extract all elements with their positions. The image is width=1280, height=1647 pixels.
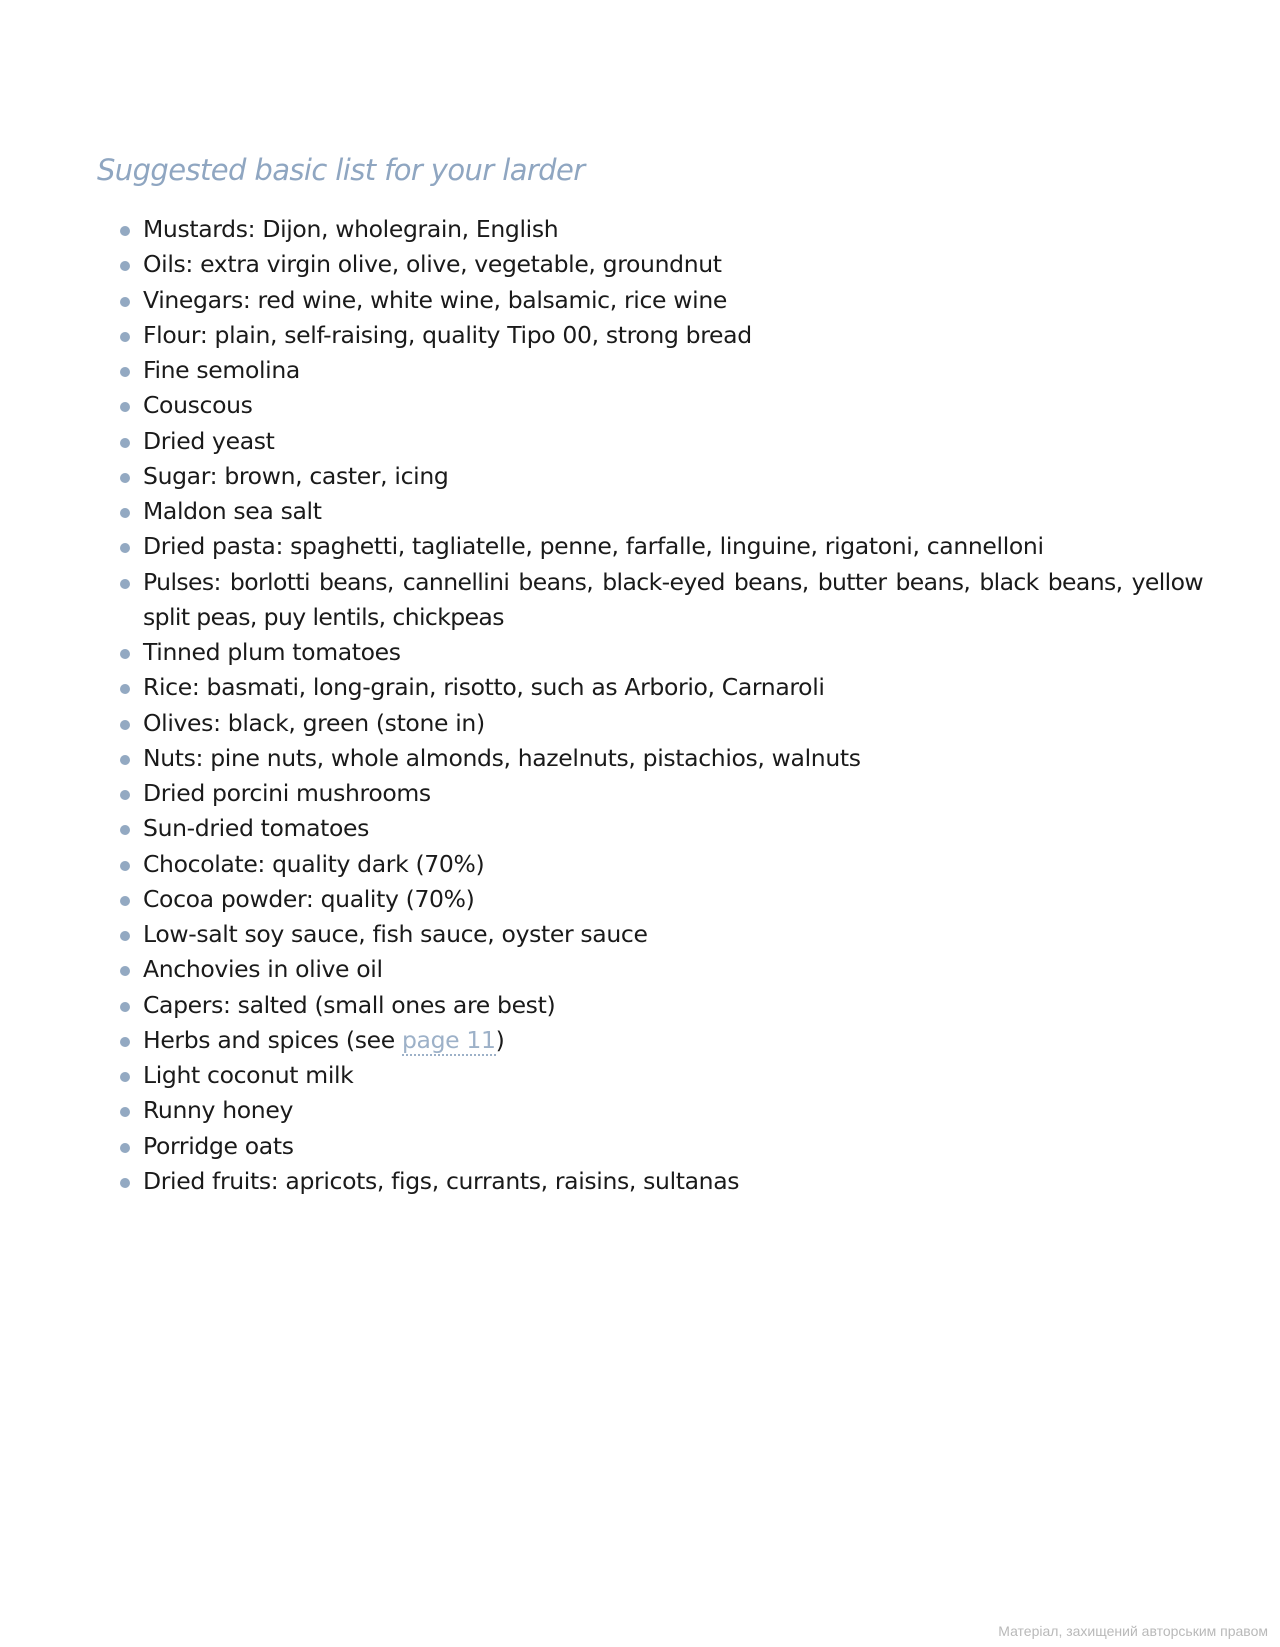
list-item <box>118 882 1203 917</box>
bullet-icon <box>120 931 130 941</box>
list-item <box>118 353 1203 388</box>
list-item <box>118 1093 1203 1128</box>
bullet-icon <box>120 297 130 307</box>
list-item-text: Oils: extra virgin olive, olive, vegetable, groundnut <box>143 250 722 279</box>
list-item-text: Dried yeast <box>143 426 275 455</box>
list-item-text: Dried pasta: spaghetti, tagliatelle, penne, farfalle, linguine, rigatoni, cannelloni <box>143 532 1044 561</box>
bullet-icon <box>120 861 130 871</box>
bullet-icon <box>120 649 130 659</box>
list-item <box>118 952 1203 987</box>
list-item <box>118 459 1203 494</box>
bullet-icon <box>120 896 130 906</box>
list-item <box>118 670 1203 705</box>
list-item-text: Sugar: brown, caster, icing <box>143 461 449 490</box>
larder-list <box>118 212 1203 1199</box>
bullet-icon <box>120 684 130 694</box>
bullet-icon <box>120 438 130 448</box>
list-item <box>118 635 1203 670</box>
list-item <box>118 424 1203 459</box>
list-item <box>118 318 1203 353</box>
list-item-text: Low-salt soy sauce, fish sauce, oyster sauce <box>143 920 648 948</box>
list-item <box>118 917 1203 952</box>
list-item-text: Runny honey <box>143 1096 294 1125</box>
list-item <box>118 494 1203 529</box>
list-item <box>118 776 1203 811</box>
list-item-text: Vinegars: red wine, white wine, balsamic, rice wine <box>143 285 727 314</box>
list-item-text: Dried fruits: apricots, figs, currants, raisins, sultanas <box>143 1166 740 1195</box>
bullet-icon <box>120 579 130 589</box>
bullet-icon <box>120 543 130 553</box>
list-item-text: Cocoa powder: quality (70%) <box>143 884 475 913</box>
list-item <box>118 565 1203 636</box>
list-item-text: Capers: salted (small ones are best) <box>143 990 556 1019</box>
bullet-icon <box>120 1178 130 1188</box>
bullet-icon <box>120 226 130 236</box>
bullet-icon <box>120 720 130 730</box>
list-item-text: Fine semolina <box>143 356 300 384</box>
list-item-text: Couscous <box>143 391 253 420</box>
list-item-text: Anchovies in olive oil <box>143 955 383 984</box>
list-item-text: Chocolate: quality dark (70%) <box>143 849 485 878</box>
page-heading: Suggested basic list for your larder <box>97 153 585 187</box>
list-item <box>118 1058 1203 1093</box>
list-item-text: Mustards: Dijon, wholegrain, English <box>143 215 559 243</box>
list-item-text: Tinned plum tomatoes <box>143 638 401 666</box>
bullet-icon <box>120 402 130 412</box>
bullet-icon <box>120 332 130 342</box>
list-item <box>118 1129 1203 1164</box>
list-item <box>118 283 1203 318</box>
bullet-icon <box>120 473 130 483</box>
list-item <box>118 988 1203 1023</box>
copyright-watermark: Матеріал, захищений авторським правом <box>998 1623 1268 1639</box>
bullet-icon <box>120 1002 130 1012</box>
list-item-text: Maldon sea salt <box>143 497 322 525</box>
bullet-icon <box>120 1107 130 1117</box>
bullet-icon <box>120 1037 130 1047</box>
list-item-text-after-link: ) <box>495 1025 505 1054</box>
bullet-icon <box>120 1143 130 1153</box>
list-item <box>118 1023 1203 1058</box>
page-link[interactable]: page 11 <box>401 1025 496 1054</box>
bullet-icon <box>120 790 130 800</box>
bullet-icon <box>120 966 130 976</box>
bullet-icon <box>120 508 130 518</box>
list-item <box>118 741 1203 776</box>
bullet-icon <box>120 1072 130 1082</box>
list-item <box>118 1164 1203 1199</box>
list-item-text: Pulses: borlotti beans, cannellini beans, black-eyed beans, butter beans, black beans, yellow split peas, puy lentils, chickpeas <box>143 567 1203 631</box>
bullet-icon <box>120 825 130 835</box>
bullet-icon <box>120 261 130 271</box>
list-item <box>118 811 1203 846</box>
list-item <box>118 529 1203 564</box>
list-item <box>118 847 1203 882</box>
list-item <box>118 388 1203 423</box>
list-item <box>118 212 1203 247</box>
list-item-text: Dried porcini mushrooms <box>143 779 431 807</box>
list-item-text: Porridge oats <box>143 1131 294 1160</box>
list-item <box>118 247 1203 282</box>
bullet-icon <box>120 755 130 765</box>
list-item-text-before-link: Herbs and spices (see <box>143 1025 402 1054</box>
list-item-text: Rice: basmati, long-grain, risotto, such as Arborio, Carnaroli <box>143 673 825 702</box>
list-item-text: Nuts: pine nuts, whole almonds, hazelnuts, pistachios, walnuts <box>143 743 861 772</box>
list-item-text: Flour: plain, self-raising, quality Tipo 00, strong bread <box>143 320 752 349</box>
list-item <box>118 706 1203 741</box>
list-item-text: Olives: black, green (stone in) <box>143 708 485 737</box>
list-item-text: Light coconut milk <box>143 1061 354 1089</box>
list-item-text: Sun-dried tomatoes <box>143 814 370 843</box>
bullet-icon <box>120 367 130 377</box>
